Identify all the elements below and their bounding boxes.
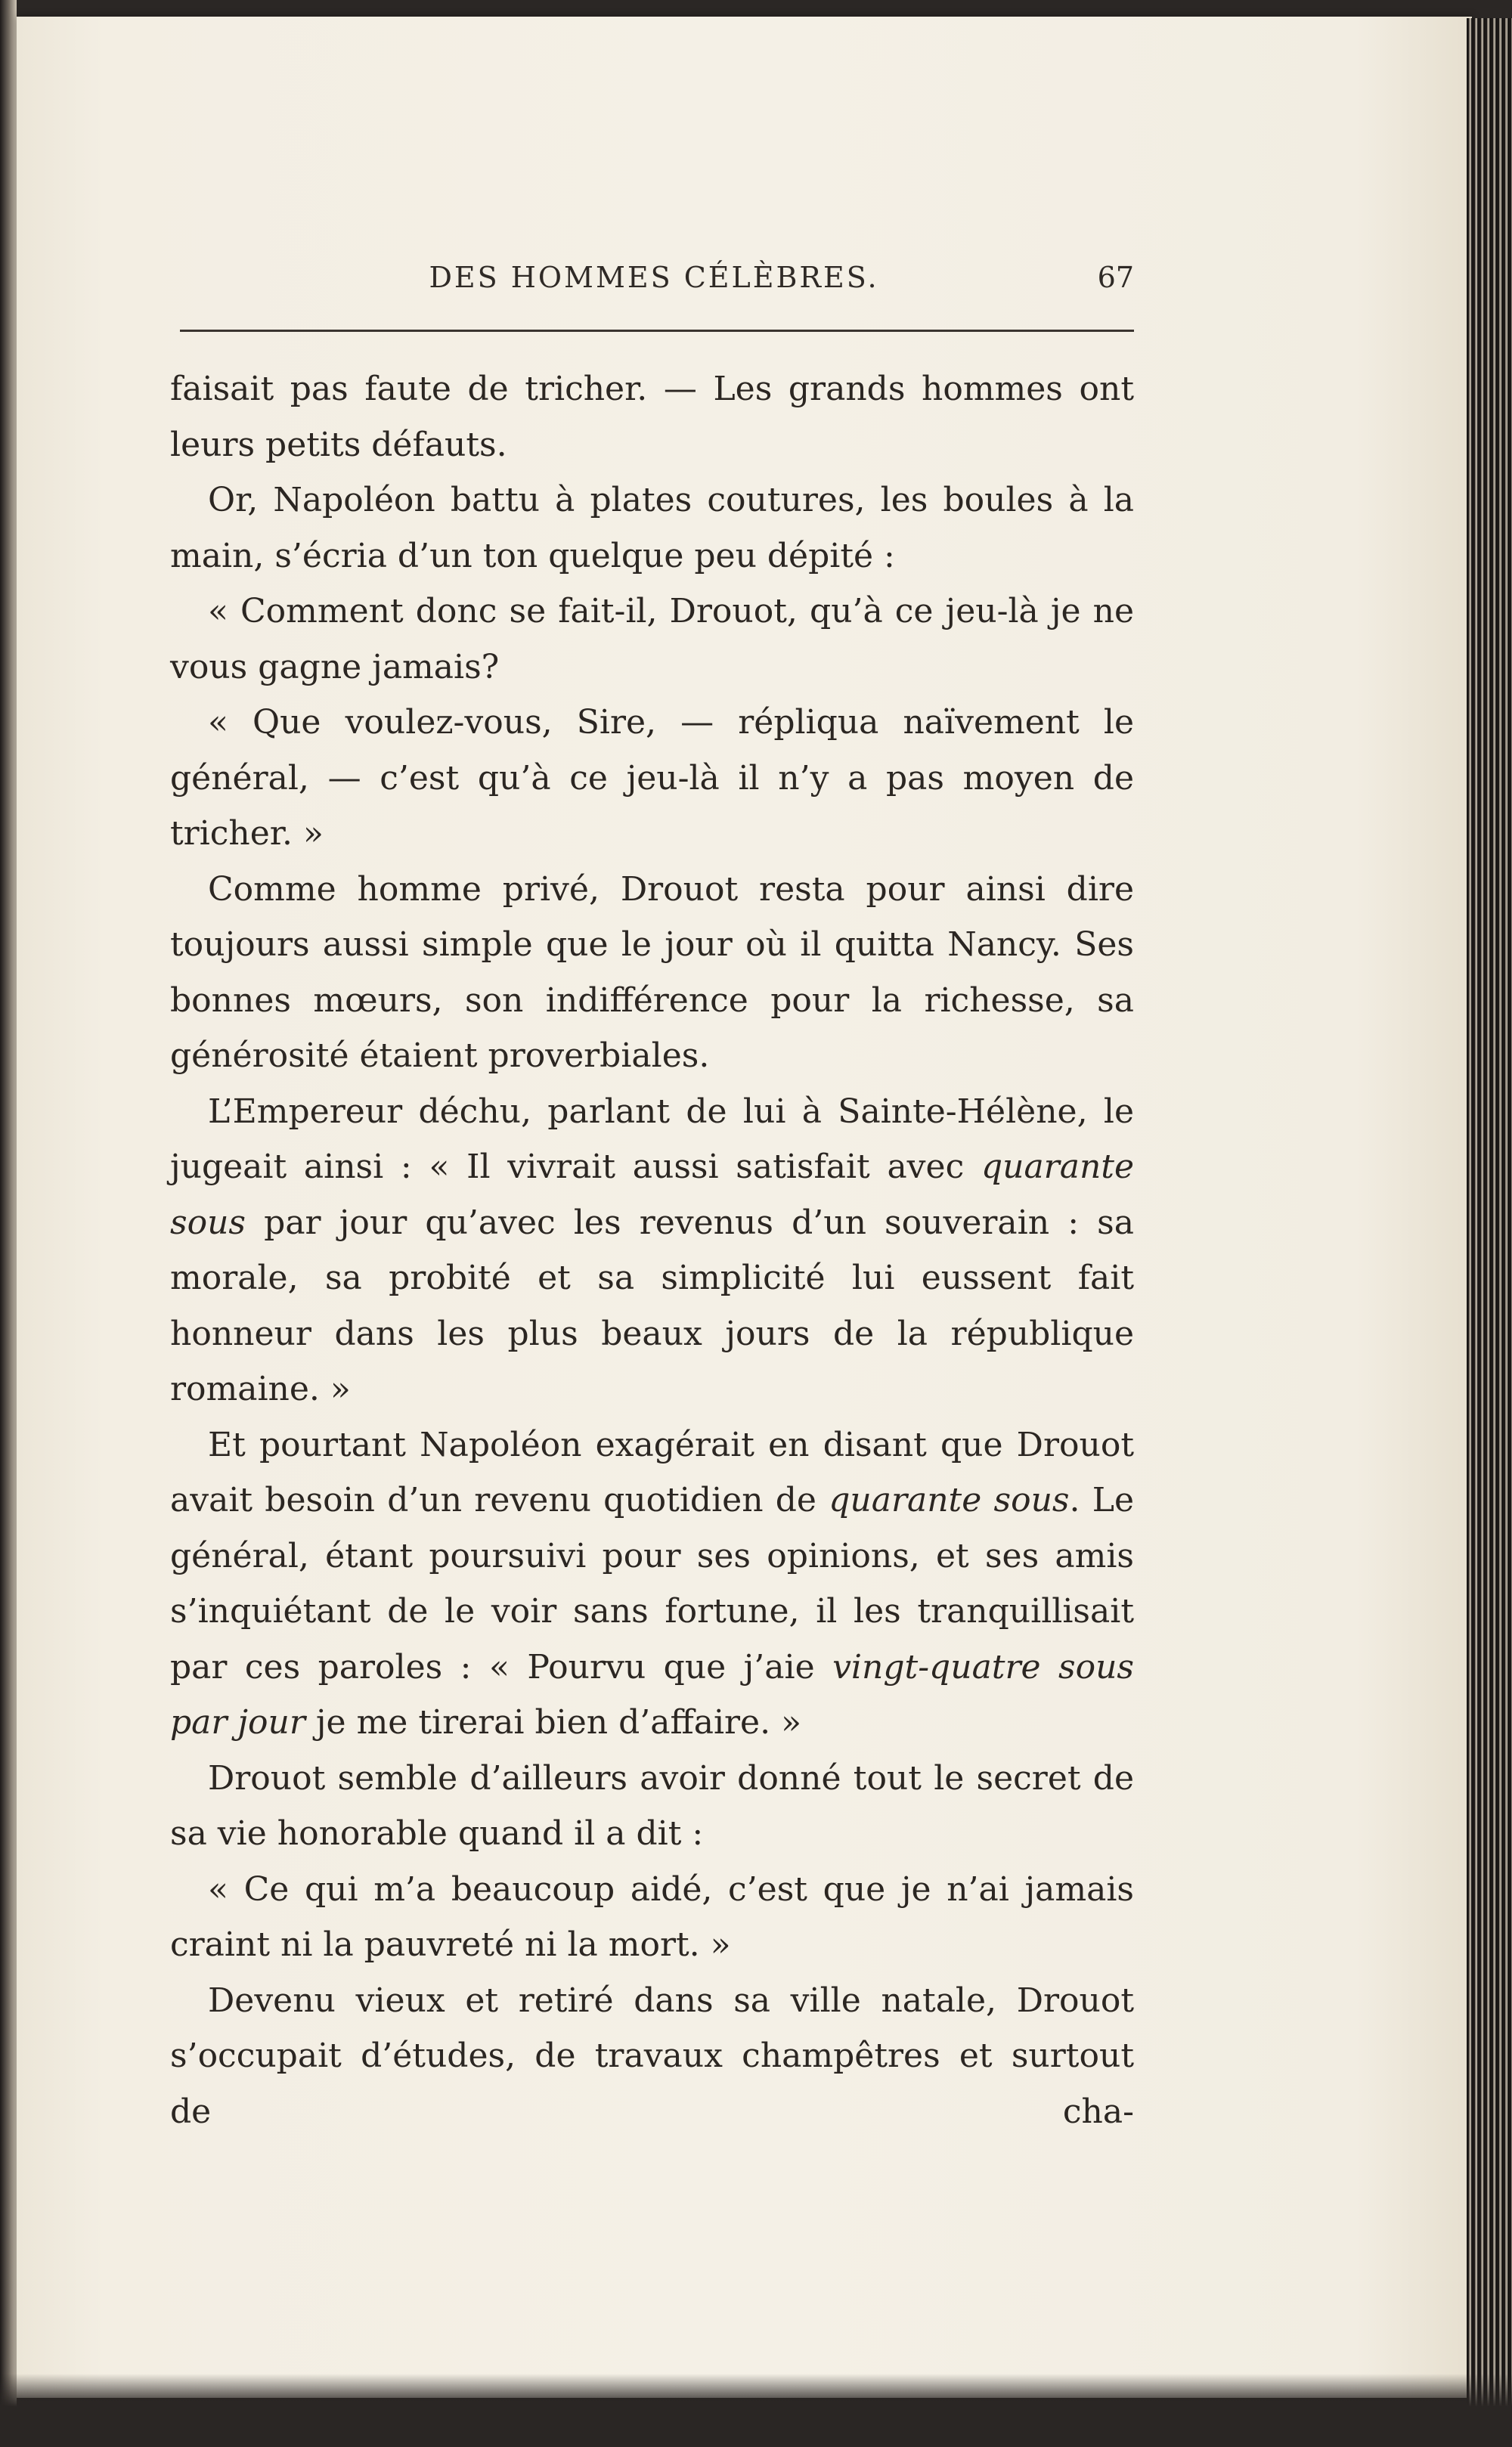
paragraph-6: [170, 1084, 1134, 1417]
paragraph-7-part-c: je me tirerai bien d’affaire. »: [305, 1703, 801, 1742]
paragraph-6-part-b: par jour qu’avec les revenus d’un souverain : sa morale, sa probité et sa simplicité lui eussent fait honneur dans les plus beaux jours de la république romaine. »: [170, 1203, 1134, 1408]
page-header: [174, 261, 1134, 306]
paragraph-10: Devenu vieux et retiré dans sa ville natale, Drouot s’occupait d’études, de travaux champêtres et surtout de cha-: [170, 1981, 1134, 2131]
paragraph-8: Drouot semble d’ailleurs avoir donné tout le secret de sa vie honorable quand il a dit :: [170, 1758, 1134, 1853]
scan-background-bottom: [0, 2374, 1512, 2447]
running-title: DES HOMMES CÉLÈBRES.: [429, 261, 879, 294]
paragraph-5: Comme homme privé, Drouot resta pour ainsi dire toujours aussi simple que le jour où il quitta Nancy. Ses bonnes mœurs, son indifférence pour la richesse, sa générosité étaient proverbiales.: [170, 869, 1134, 1075]
book-gutter: [0, 0, 17, 2447]
paragraph-2: Or, Napoléon battu à plates coutures, les boules à la main, s’écria d’un ton quelque peu dépité :: [170, 481, 1134, 575]
paragraph-6-italic-1: quarante sous: [170, 1148, 1134, 1242]
header-rule: [180, 330, 1134, 332]
paragraph-6-part-a: L’Empereur déchu, parlant de lui à Sainte-Hélène, le jugeait ainsi : « Il vivrait aussi satisfait avec: [170, 1092, 1134, 1186]
paragraph-3: « Comment donc se fait-il, Drouot, qu’à ce jeu-là je ne vous gagne jamais?: [170, 592, 1134, 686]
paragraph-7: [170, 1417, 1134, 1751]
paragraph-9: « Ce qui m’a beaucoup aidé, c’est que je n’ai jamais craint ni la pauvreté ni la mort. »: [170, 1869, 1134, 1964]
paragraph-7-italic-2: vingt-quatre sous par jour: [170, 1647, 1134, 1742]
page-number: 67: [1097, 261, 1134, 294]
scan-background-top: [0, 0, 1512, 18]
paragraph-7-part-b: . Le général, étant poursuivi pour ses opinions, et ses amis s’inquiétant de le voir sans fortune, il les tranquillisait par ces paroles : « Pourvu que j’aie: [170, 1481, 1134, 1687]
page-edges: [1467, 18, 1512, 2407]
paragraph-1: faisait pas faute de tricher. — Les grands hommes ont leurs petits défauts.: [170, 370, 1134, 464]
body-text: [170, 361, 1134, 2139]
paragraph-4: « Que voulez-vous, Sire, — répliqua naïvement le général, — c’est qu’à ce jeu-là il n’y a pas moyen de tricher. »: [170, 703, 1134, 853]
paragraph-7-part-a: Et pourtant Napoléon exagérait en disant que Drouot avait besoin d’un revenu quotidien de: [170, 1425, 1134, 1519]
paragraph-7-italic-1: quarante sous: [829, 1481, 1070, 1519]
